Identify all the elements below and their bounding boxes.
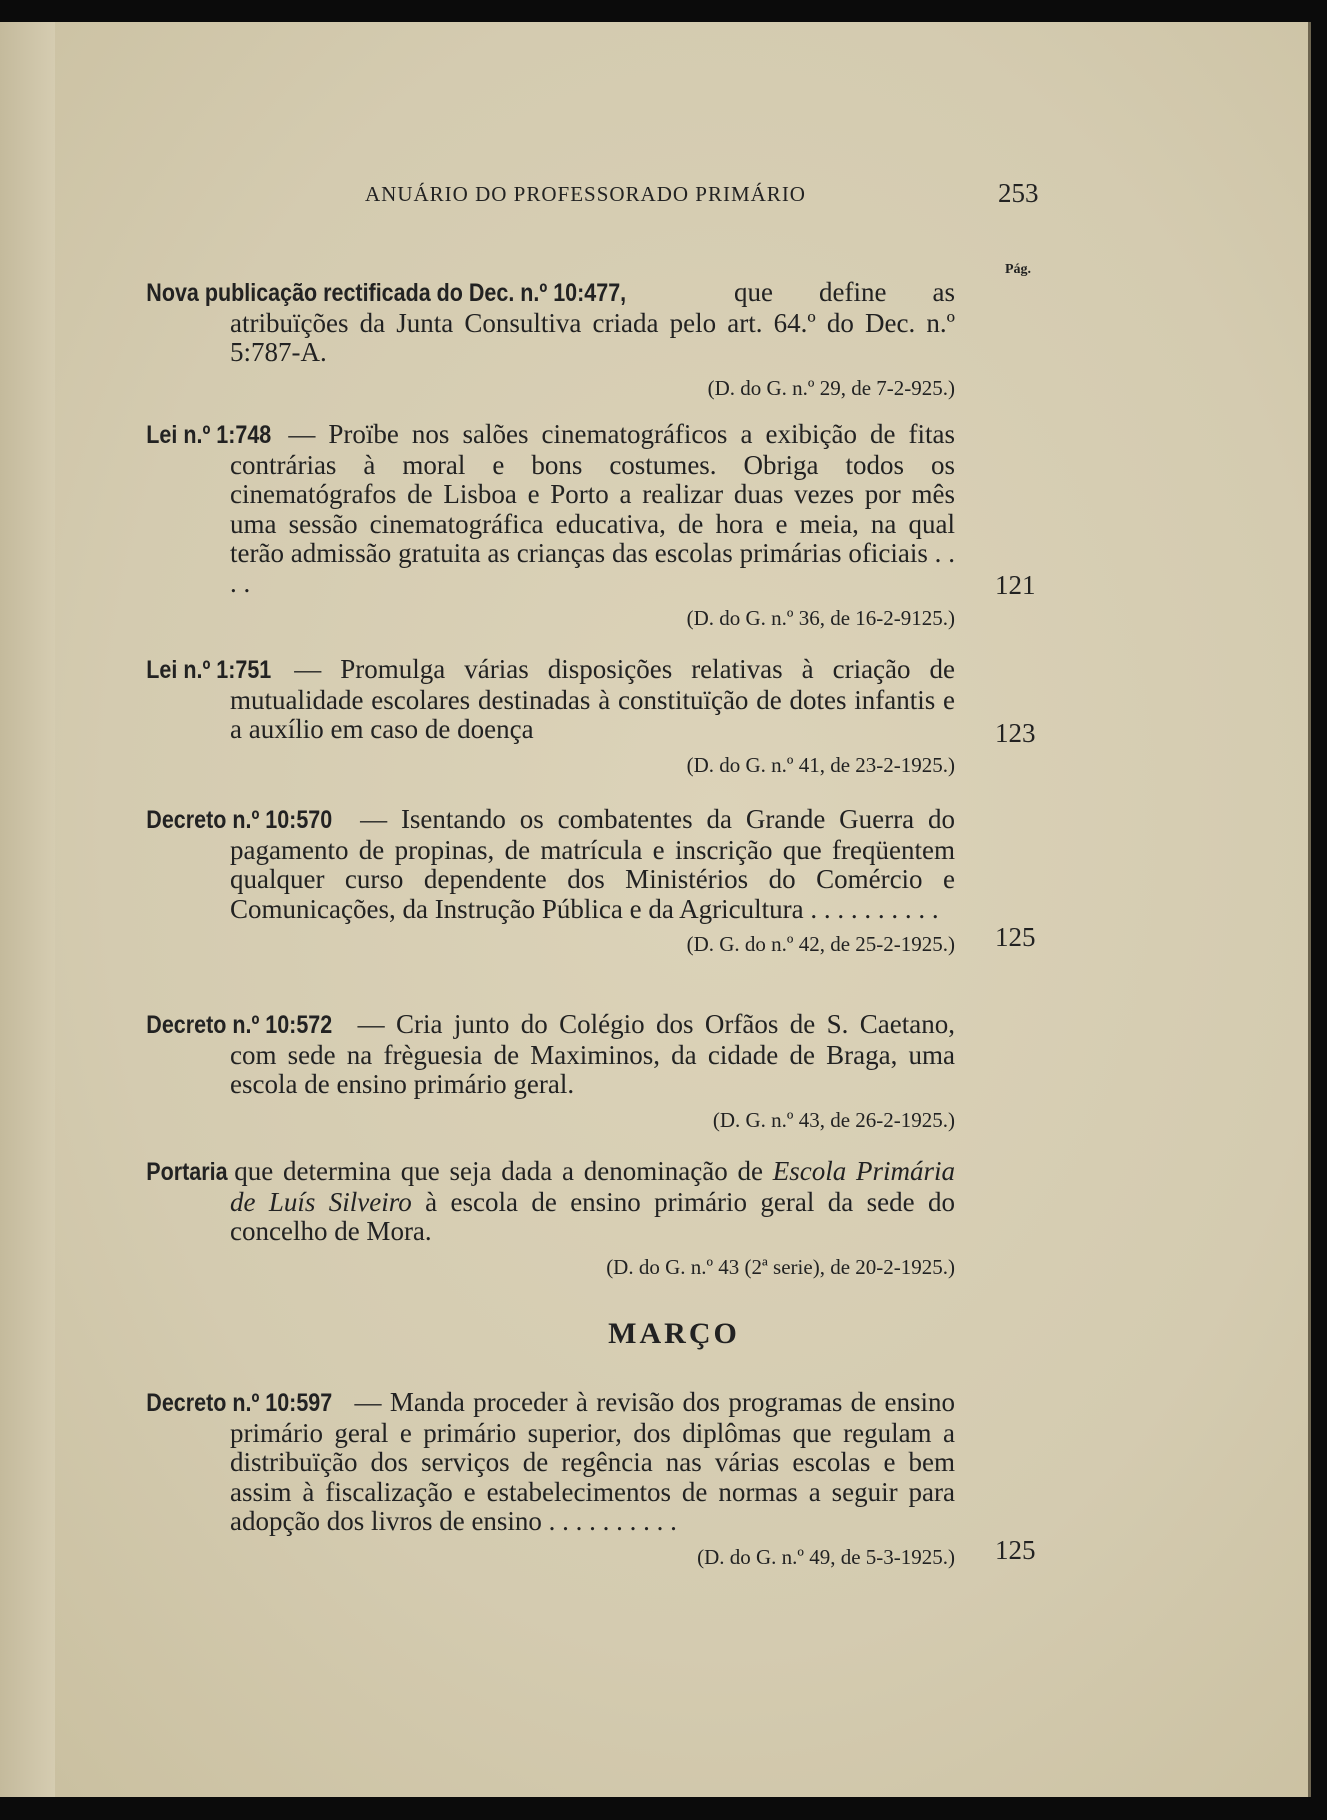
entry-text: — Promulga várias disposições relativas à criação de mutualidade escolares destinadas à constituïção de dotes infantis e a auxílio em caso de doença: [230, 654, 955, 744]
entry-heading: Lei n.º 1:751: [146, 656, 272, 684]
entry-page-ref: 125: [995, 922, 1036, 952]
entry-text: — Proïbe nos salões cinematográficos a exibição de fitas contrárias à moral e bons costumes. Obriga todos os cinematógrafos de Lisboa e Porto a realizar duas vezes por mês uma sessão cinematográfica educativa, de hora e meia, na qual terão admissão gratuita as crianças das escolas primárias oficiais . . . .: [230, 419, 955, 598]
entry-heading: Decreto n.º 10:570: [146, 806, 333, 834]
list-item: [146, 1009, 955, 1135]
list-item: [146, 419, 955, 634]
page-number: 253: [998, 178, 1039, 208]
entry-source: (D. do G. n.º 41, de 23-2-1925.): [686, 752, 955, 777]
entry-heading: Decreto n.º 10:597: [146, 1389, 333, 1417]
entry-text: — Isentando os combatentes da Grande Guerra do pagamento de propinas, de matrícula e inscrição que freqüentem qualquer curso dependente dos Ministérios do Comércio e Comunicações, da Instrução Pública e da Agricultura . . . . . . . . . .: [230, 804, 955, 924]
section-title: MARÇO: [608, 1317, 740, 1350]
entry-source: (D. do G. n.º 43 (2ª serie), de 20-2-1925.): [606, 1254, 955, 1279]
entry-heading: Nova publicação rectificada do Dec. n.º 10:477,: [146, 279, 627, 307]
list-item: [146, 277, 955, 403]
entry-page-ref: 123: [995, 718, 1036, 748]
entry-page-ref: 125: [995, 1535, 1036, 1565]
page-binding-edge: [0, 22, 55, 1797]
entry-heading: Decreto n.º 10:572: [146, 1011, 333, 1039]
entry-heading: Portaria: [146, 1158, 228, 1186]
running-title: ANUÁRIO DO PROFESSORADO PRIMÁRIO: [365, 182, 806, 206]
entry-page-ref: 121: [995, 570, 1036, 600]
entry-heading: Lei n.º 1:748: [146, 421, 272, 449]
entry-text: que determina que seja dada a denominação de: [224, 1156, 773, 1186]
list-item: [146, 1387, 955, 1572]
page-column-label: Pág.: [1005, 262, 1032, 277]
entry-source: (D. do G. n.º 36, de 16-2-9125.): [686, 606, 955, 630]
entry-text: — Cria junto do Colégio dos Orfãos de S. Caetano, com sede na frèguesia de Maximinos, da cidade de Braga, uma escola de ensino primário geral.: [230, 1009, 955, 1099]
entry-text: à escola de ensino primário geral da sede do concelho de Mora.: [230, 1186, 955, 1246]
entry-source: (D. G. n.º 43, de 26-2-1925.): [712, 1107, 955, 1132]
list-item: [146, 654, 955, 780]
entry-source: (D. G. do n.º 42, de 25-2-1925.): [686, 932, 955, 956]
entry-source: (D. do G. n.º 29, de 7-2-925.): [707, 375, 955, 400]
entry-source: (D. do G. n.º 49, de 5-3-1925.): [697, 1544, 955, 1569]
entry-text: que define as atribuïções da Junta Consultiva criada pelo art. 64.º do Dec. n.º 5:787-A.: [230, 277, 955, 367]
list-item: [146, 804, 955, 960]
school-name: Escola Primária de Luís Silveiro: [230, 1156, 956, 1217]
list-item: [146, 1156, 956, 1282]
entry-text: — Manda proceder à revisão dos programas de ensino primário geral e primário superior, dos diplômas que regulam a distribuïção dos serviços de regência nas várias escolas e bem assim à fiscalização e estabelecimentos de normas a seguir para adopção dos livros de ensino . . . . . . . . . .: [230, 1387, 955, 1536]
